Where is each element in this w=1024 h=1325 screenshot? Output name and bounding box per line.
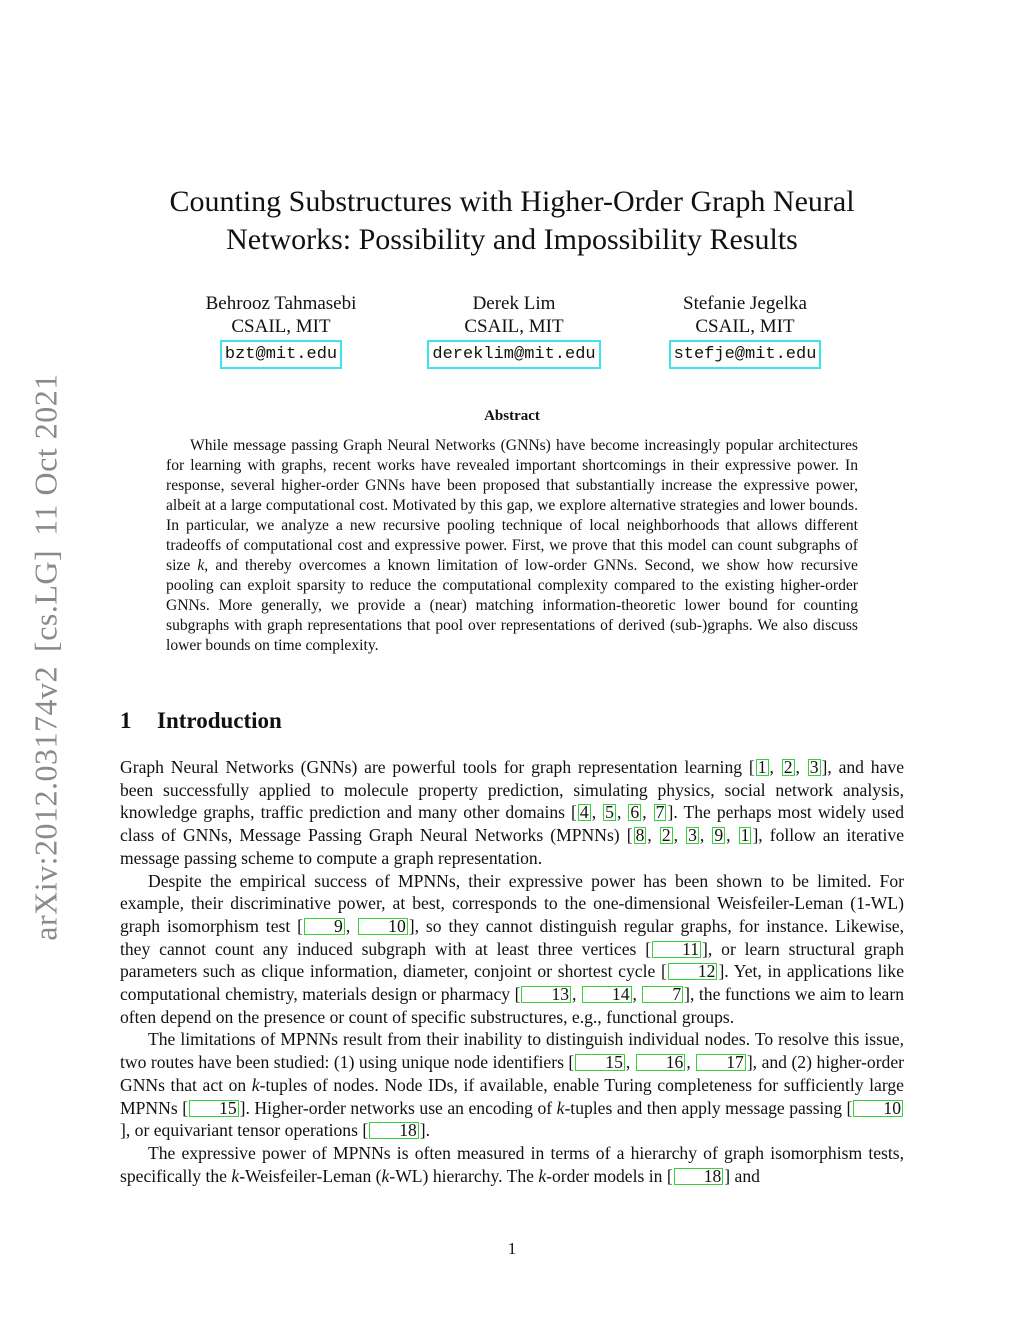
author-email-link[interactable]: bzt@mit.edu bbox=[220, 340, 342, 369]
author-2 bbox=[384, 292, 644, 369]
math-k: k bbox=[197, 557, 205, 574]
paragraph-1: Graph Neural Networks (GNNs) are powerful tools for graph representation learning [ 1 , 2 , 3 ], and have been successfully applied to molecule property prediction, simulating physics, social network analysis, knowledge graphs, traffic prediction and many other domains [ 4 , 5 , 6 , 7 ]. The perhaps most widely used class of GNNs, Message Passing Graph Neural Networks (MPNNs) [ 8 , 2 , 3 , 9 , 1 ], follow an iterative message passing scheme to compute a graph representation. bbox=[120, 757, 905, 868]
author-email-link[interactable]: stefje@mit.edu bbox=[669, 340, 822, 369]
citation-link[interactable]: 15 bbox=[189, 1100, 239, 1117]
citation-link[interactable]: 12 bbox=[668, 963, 718, 980]
abstract-heading: Abstract bbox=[484, 408, 540, 424]
citation-link[interactable]: 4 bbox=[579, 802, 589, 823]
citation-link[interactable]: 10 bbox=[358, 918, 408, 935]
citation-link[interactable]: 1 bbox=[757, 757, 767, 777]
citation-link[interactable]: 5 bbox=[605, 802, 614, 823]
citation-link[interactable]: 7 bbox=[655, 802, 665, 823]
section-title: Introduction bbox=[157, 708, 282, 733]
section-number: 1 bbox=[120, 708, 132, 733]
citation-link[interactable]: 13 bbox=[521, 986, 571, 1003]
citation-link[interactable]: 1 bbox=[740, 825, 750, 846]
section-heading bbox=[120, 708, 282, 734]
abstract-text: While message passing Graph Neural Networks (GNNs) have become increasingly popular architectures for learning with graphs, recent works have revealed important shortcomings in their expressive power. In response, several higher-order GNNs have been proposed that substantially increase the expressive power, albeit at a large computational cost. Motivated by this gap, we explore alternative strategies and lower bounds. In particular, we analyze a new recursive pooling technique of local neighborhoods that allows different tradeoffs of computational cost and expressive power. First, we prove that this model can count subgraphs of size k, and thereby overcomes a known limitation of low-order GNNs. Second, we show how recursive pooling can exploit sparsity to reduce the computational complexity compared to the existing higher-order GNNs. More generally, we provide a (near) matching information-theoretic lower bound for counting subgraphs with graph representations that pool over representations of derived (sub-)graphs. We also discuss lower bounds on time complexity. bbox=[166, 437, 858, 654]
math-k: k bbox=[251, 1074, 260, 1095]
author-affiliation: CSAIL, MIT bbox=[464, 316, 564, 337]
math-k: k bbox=[231, 1165, 240, 1186]
citation-link[interactable]: 7 bbox=[642, 986, 683, 1003]
citation-link[interactable]: 18 bbox=[674, 1168, 724, 1185]
author-affiliation: CSAIL, MIT bbox=[695, 316, 795, 337]
page-number: 1 bbox=[507, 1239, 517, 1258]
author-block bbox=[120, 292, 904, 372]
author-1 bbox=[151, 292, 411, 369]
citation-link[interactable]: 15 bbox=[575, 1054, 625, 1071]
citation-link[interactable]: 10 bbox=[853, 1100, 903, 1117]
author-name: Behrooz Tahmasebi bbox=[205, 293, 357, 314]
citation-link[interactable]: 8 bbox=[635, 825, 645, 846]
arxiv-stamp bbox=[28, 359, 65, 940]
author-affiliation: CSAIL, MIT bbox=[231, 316, 331, 337]
citation-link[interactable]: 6 bbox=[630, 802, 640, 823]
math-k: k bbox=[538, 1165, 547, 1186]
author-3 bbox=[615, 292, 875, 369]
author-name: Stefanie Jegelka bbox=[683, 293, 807, 314]
citation-link[interactable]: 3 bbox=[688, 825, 697, 846]
citation-link[interactable]: 11 bbox=[652, 941, 701, 958]
author-email-link[interactable]: dereklim@mit.edu bbox=[427, 340, 600, 369]
citation-link[interactable]: 2 bbox=[661, 825, 671, 846]
paragraph-4: The expressive power of MPNNs is often measured in terms of a hierarchy of graph isomorphism tests, specifically the k-Weisfeiler-Leman (k-WL) hierarchy. The k-order models in [ 18 ] and bbox=[120, 1142, 904, 1186]
paper-title: Counting Substructures with Higher-Order Graph Neural Networks: Possibility and Impossibility Results bbox=[169, 185, 855, 256]
math-k: k bbox=[381, 1165, 390, 1186]
citation-link[interactable]: 3 bbox=[809, 757, 819, 777]
citation-link[interactable]: 14 bbox=[582, 986, 632, 1003]
citation-link[interactable]: 17 bbox=[696, 1054, 746, 1071]
arxiv-id[interactable]: arXiv:2012.03174v2 bbox=[27, 665, 64, 941]
math-k: k bbox=[556, 1097, 565, 1118]
citation-link[interactable]: 9 bbox=[714, 825, 724, 846]
citation-link[interactable]: 9 bbox=[304, 918, 345, 935]
author-name: Derek Lim bbox=[472, 293, 556, 314]
citation-link[interactable]: 16 bbox=[636, 1054, 686, 1071]
citation-link[interactable]: 18 bbox=[369, 1122, 419, 1139]
paragraph-3: The limitations of MPNNs result from their inability to distinguish individual nodes. To resolve this issue, two routes have been studied: (1) using unique node identifiers [ 15 , 16 , 17 ], and (2) higher-order GNNs that act on k-tuples of nodes. Node IDs, if available, enable Turing completeness for sufficiently large MPNNs [ 15 ]. Higher-order networks use an encoding of k-tuples and then apply message passing [ 10], or equivariant tensor operations [ 18 ]. bbox=[120, 1029, 905, 1141]
arxiv-date: 11 Oct 2021 bbox=[27, 373, 64, 536]
introduction-body bbox=[120, 756, 904, 1187]
paragraph-2: Despite the empirical success of MPNNs, their expressive power has been shown to be limited. For example, their discriminative power, at best, corresponds to the one-dimensional Weisfeiler-Leman (1-WL) graph isomorphism test [ 9 , 10 ], so they cannot distinguish regular graphs, for instance. Likewise, they cannot count any induced subgraph with at least three vertices [ 11 ], or learn structural graph parameters such as clique information, diameter, conjoint or shortest cycle [ 12 ]. Yet, in applications like computational chemistry, materials design or pharmacy [ 13 , 14 , 7 ], the functions we aim to learn often depend on the presence or count of specific substructures, e.g., functional groups. bbox=[120, 870, 905, 1027]
arxiv-category: [cs.LG] bbox=[27, 549, 64, 652]
citation-link[interactable]: 2 bbox=[783, 757, 793, 777]
